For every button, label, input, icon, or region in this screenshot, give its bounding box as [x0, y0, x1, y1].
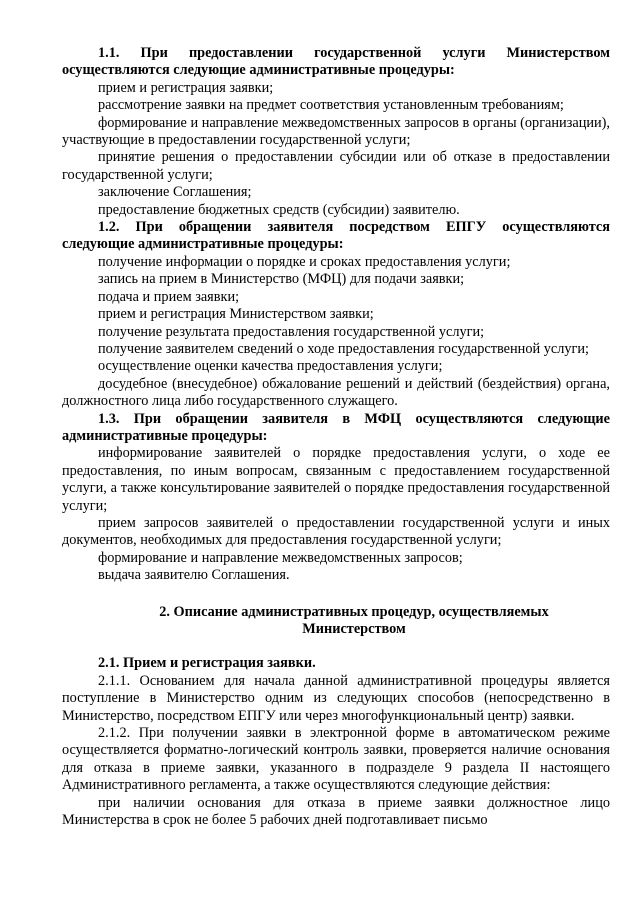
paragraph-2-1-2: 2.1.2. При получении заявки в электронной форме в автоматическом режиме осуществляется форматно-логический контроль заявки, проверяется наличие основания для отказа в приеме заявки, указанного в подразделе 9 раздела II настоящего Административного регламента, а также осуществляются следующие действия:: [62, 725, 610, 794]
list-item: досудебное (внесудебное) обжалование решений и действий (бездействия) органа, должностного лица либо государственного служащего.: [62, 375, 610, 410]
list-item: рассмотрение заявки на предмет соответствия установленным требованиям;: [98, 97, 564, 114]
list-item: информирование заявителей о порядке предоставления услуги, о ходе ее предоставления, по иным вопросам, связанным с предоставлением государственной услуги, а также консультирование заявителей о порядке предоставления государственной услуги;: [62, 445, 610, 514]
heading-1-3: 1.3. При обращении заявителя в МФЦ осуществляются следующие административные процедуры:: [62, 410, 610, 444]
list-item: получение информации о порядке и сроках предоставления услуги;: [98, 253, 511, 270]
spacer: [62, 585, 610, 604]
list-item: подача и прием заявки;: [98, 288, 240, 305]
list-item: прием запросов заявителей о предоставлении государственной услуги и иных документов, необходимых для предоставления государственной услуги;: [62, 514, 610, 549]
section-title-line-2: Министерством: [302, 621, 406, 637]
list-item: получение заявителем сведений о ходе предоставления государственной услуги;: [98, 340, 589, 357]
list-item: предоставление бюджетных средств (субсидии) заявителю.: [98, 201, 460, 218]
heading-2-1: 2.1. Прием и регистрация заявки.: [98, 655, 316, 672]
list-item: формирование и направление межведомственных запросов в органы (организации), участвующие в предоставлении государственной услуги;: [62, 114, 610, 149]
spacer: [62, 638, 610, 655]
heading-1-1: 1.1. При предоставлении государственной услуги Министерством осуществляются следующие административные процедуры:: [62, 45, 610, 79]
list-item: принятие решения о предоставлении субсидии или об отказе в предоставлении государственной услуги;: [62, 149, 610, 183]
list-item: прием и регистрация заявки;: [98, 79, 274, 96]
list-item: прием и регистрация Министерством заявки;: [98, 306, 374, 323]
list-item: формирование и направление межведомственных запросов;: [98, 549, 463, 566]
section-title: 2. Описание административных процедур, осуществляемых: [159, 603, 549, 620]
list-item: запись на прием в Министерство (МФЦ) для подачи заявки;: [98, 271, 465, 288]
paragraph-2-1-1: 2.1.1. Основанием для начала данной административной процедуры является поступление в Министерство одним из следующих способов (непосредственно в Министерство, посредством ЕПГУ или через многофункциональный центр) заявки.: [62, 672, 610, 724]
list-item: осуществление оценки качества предоставления услуги;: [98, 358, 443, 375]
paragraph-refusal: при наличии основания для отказа в приеме заявки должностное лицо Министерства в срок не более 5 рабочих дней подготавливает письмо: [62, 794, 610, 829]
list-item: получение результата предоставления государственной услуги;: [98, 323, 485, 340]
list-item: заключение Соглашения;: [98, 184, 252, 201]
list-item: выдача заявителю Соглашения.: [98, 567, 290, 584]
heading-1-2: 1.2. При обращении заявителя посредством ЕПГУ осуществляются следующие административные процедуры:: [62, 219, 610, 253]
